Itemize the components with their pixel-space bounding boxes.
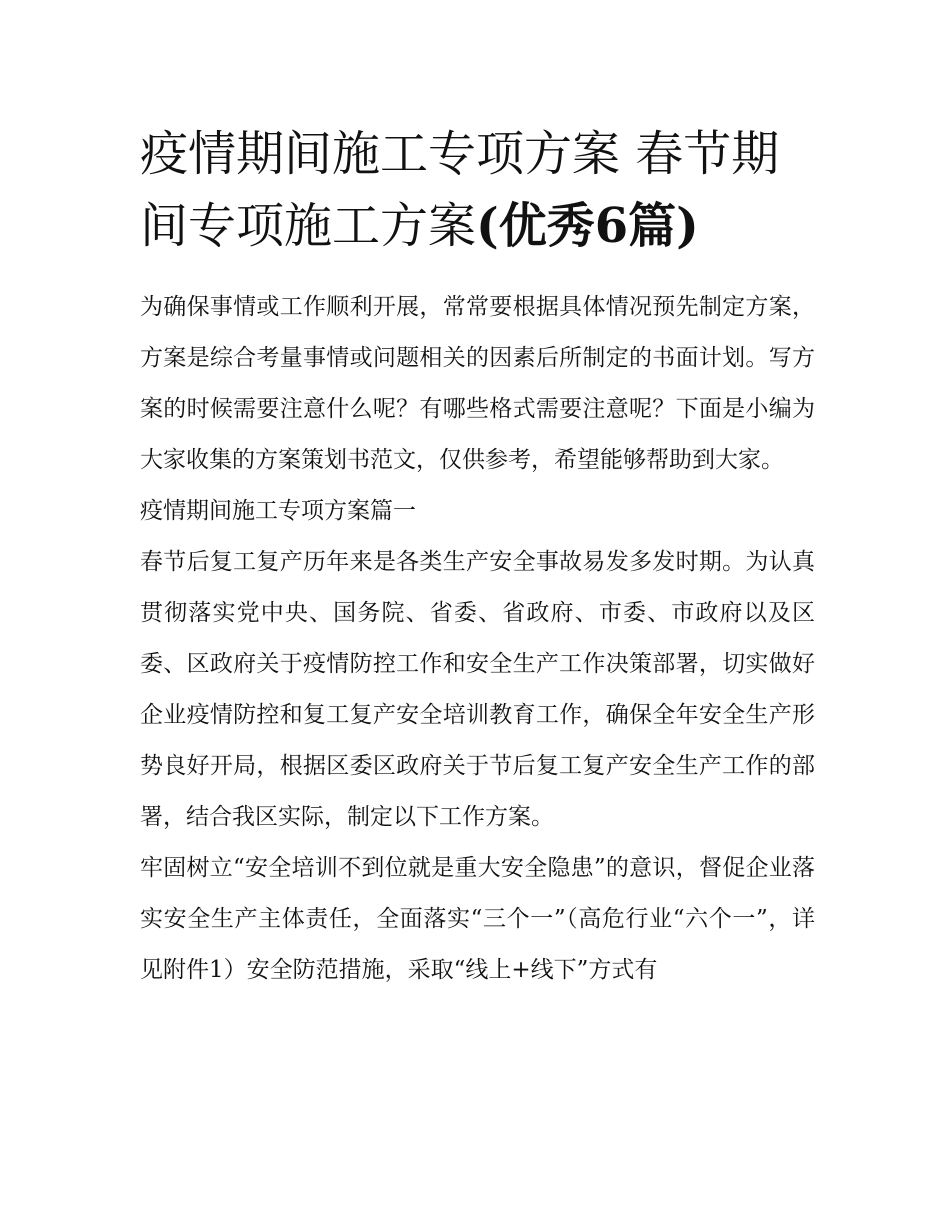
title-suffix: (优秀6篇) <box>476 198 699 254</box>
body-paragraph: 春节后复工复产历年来是各类生产安全事故易发多发时期。为认真贯彻落实党中央、国务院、省委、省政府、市委、市政府以及区委、区政府关于疫情防控工作和安全生产工作决策部署，切实做好企业疫情防控和复工复产安全培训教育工作，确保全年安全生产形势良好开局，根据区委区政府关于节后复工复产安全生产工作的部署，结合我区实际，制定以下工作方案。 <box>140 549 815 830</box>
body-paragraph: 牢固树立“安全培训不到位就是重大安全隐患”的意识，督促企业落实安全生产主体责任，全面落实“三个一”（高危行业“六个一”，详见附件1）安全防范措施，采取“线上+线下”方式有 <box>140 855 815 983</box>
document-title <box>140 118 815 262</box>
title-main: 疫情期间施工专项方案 春节期间专项施工方案 <box>140 126 780 254</box>
section-heading: 疫情期间施工专项方案篇一 <box>140 498 416 524</box>
document-body <box>140 282 815 996</box>
intro-paragraph: 为确保事情或工作顺利开展，常常要根据具体情况预先制定方案，方案是综合考量事情或问题相关的因素后所制定的书面计划。写方案的时候需要注意什么呢？有哪些格式需要注意呢？下面是小编为大家收集的方案策划书范文，仅供参考，希望能够帮助到大家。 <box>140 294 815 473</box>
document-page <box>140 118 815 996</box>
